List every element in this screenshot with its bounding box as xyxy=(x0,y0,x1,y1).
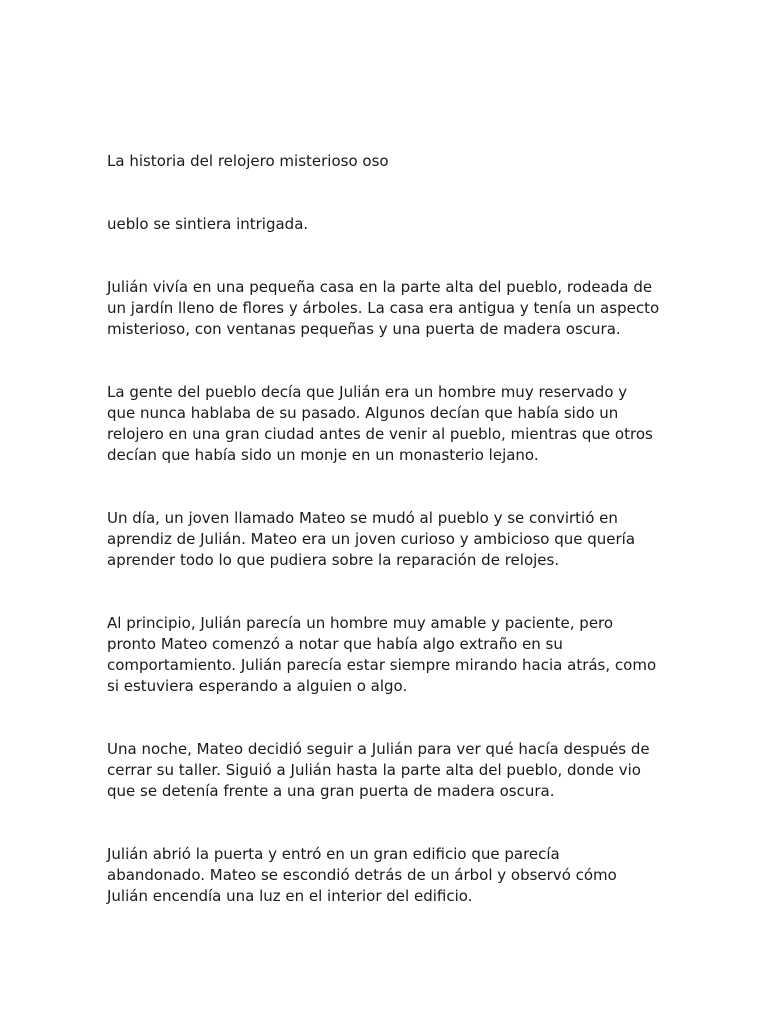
paragraph-line: abandonado. Mateo se escondió detrás de un árbol y observó cómo xyxy=(107,866,617,884)
paragraph-line: ueblo se sintiera intrigada. xyxy=(107,215,309,233)
paragraph-line: cerrar su taller. Siguió a Julián hasta la parte alta del pueblo, donde vio xyxy=(107,761,641,779)
paragraph-5 xyxy=(107,613,677,697)
paragraph-line: aprendiz de Julián. Mateo era un joven curioso y ambicioso que quería xyxy=(107,530,636,548)
document-title xyxy=(107,151,677,172)
paragraph-2 xyxy=(107,277,677,340)
paragraph-4 xyxy=(107,508,677,571)
paragraph-line: Un día, un joven llamado Mateo se mudó al pueblo y se convirtió en xyxy=(107,509,618,527)
paragraph-line: Al principio, Julián parecía un hombre muy amable y paciente, pero xyxy=(107,614,614,632)
paragraph-line: decían que había sido un monje en un monasterio lejano. xyxy=(107,446,539,464)
paragraph-7 xyxy=(107,844,677,907)
paragraph-gap xyxy=(107,466,677,508)
paragraph-line: Julián abrió la puerta y entró en un gran edificio que parecía xyxy=(107,845,560,863)
paragraph-line: que nunca hablaba de su pasado. Algunos decían que había sido un xyxy=(107,404,619,422)
title-line: La historia del relojero misterioso oso xyxy=(107,152,389,170)
paragraph-gap xyxy=(107,571,677,613)
paragraph-gap xyxy=(107,802,677,844)
document-page xyxy=(107,151,677,907)
paragraph-3 xyxy=(107,382,677,466)
paragraph-line: aprender todo lo que pudiera sobre la reparación de relojes. xyxy=(107,551,560,569)
paragraph-6 xyxy=(107,739,677,802)
paragraph-line: que se detenía frente a una gran puerta de madera oscura. xyxy=(107,782,555,800)
paragraph-line: comportamiento. Julián parecía estar siempre mirando hacia atrás, como xyxy=(107,656,657,674)
paragraph-line: La gente del pueblo decía que Julián era un hombre muy reservado y xyxy=(107,383,628,401)
paragraph-gap xyxy=(107,340,677,382)
paragraph-line: relojero en una gran ciudad antes de venir al pueblo, mientras que otros xyxy=(107,425,653,443)
paragraph-line: un jardín lleno de flores y árboles. La casa era antigua y tenía un aspecto xyxy=(107,299,660,317)
paragraph-line: Una noche, Mateo decidió seguir a Julián para ver qué hacía después de xyxy=(107,740,650,758)
paragraph-gap xyxy=(107,697,677,739)
paragraph-line: Julián vivía en una pequeña casa en la parte alta del pueblo, rodeada de xyxy=(107,278,653,296)
paragraph-line: misterioso, con ventanas pequeñas y una puerta de madera oscura. xyxy=(107,320,621,338)
paragraph-line: Julián encendía una luz en el interior del edificio. xyxy=(107,887,473,905)
paragraph-gap xyxy=(107,235,677,277)
paragraph-line: pronto Mateo comenzó a notar que había algo extraño en su xyxy=(107,635,563,653)
paragraph-line: si estuviera esperando a alguien o algo. xyxy=(107,677,408,695)
paragraph-1 xyxy=(107,214,677,235)
paragraph-gap xyxy=(107,172,677,214)
